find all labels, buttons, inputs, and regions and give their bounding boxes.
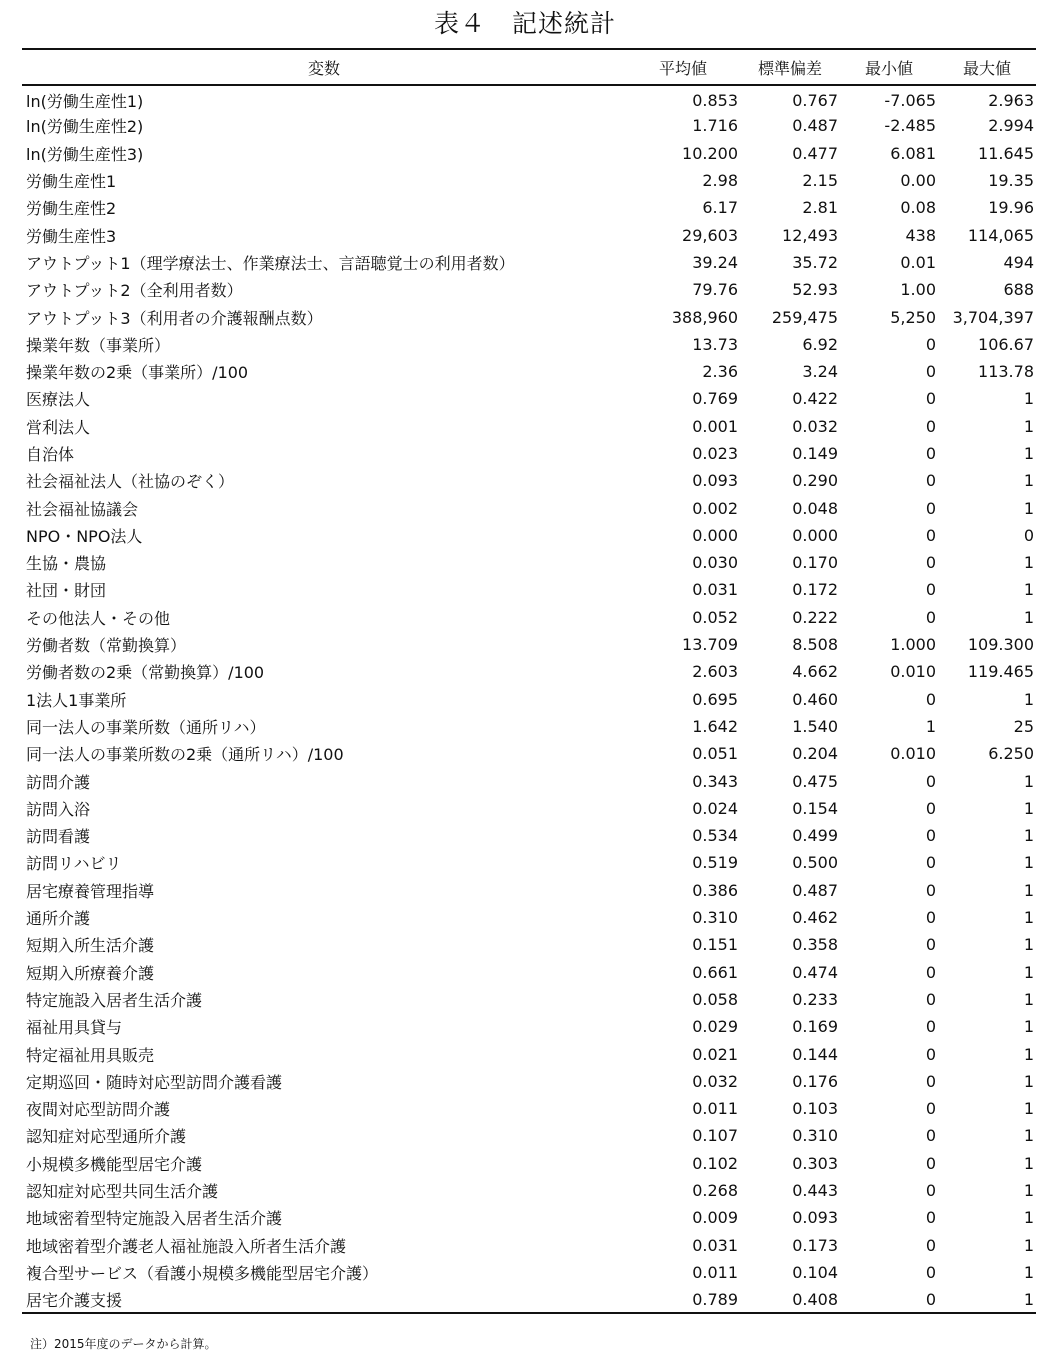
sd-cell: 3.24 (802, 362, 838, 382)
min-cell: 0 (925, 1126, 936, 1146)
table-row (22, 221, 1036, 248)
variable-cell: 社団・財団 (26, 581, 107, 601)
min-cell: 0 (925, 416, 936, 436)
mean-cell: 0.052 (692, 607, 738, 627)
sd-cell: 2.81 (802, 198, 838, 218)
table-note: 注）2015年度のデータから計算。 (30, 1337, 217, 1351)
mean-cell: 0.534 (692, 826, 738, 846)
min-cell: 0 (925, 1071, 936, 1091)
max-cell: 1 (1023, 1208, 1034, 1228)
table-row (22, 1204, 1036, 1231)
max-cell: 1 (1023, 389, 1034, 409)
min-cell: -7.065 (884, 90, 936, 110)
min-cell: 0 (925, 771, 936, 791)
table-row (22, 1150, 1036, 1177)
table-row (22, 740, 1036, 767)
table-row (22, 140, 1036, 167)
max-cell: 688 (1003, 280, 1034, 300)
min-cell: 0 (925, 1017, 936, 1037)
max-cell: 114,065 (967, 225, 1034, 245)
variable-cell: ln(労働生産性2) (26, 117, 144, 137)
max-cell: 1 (1023, 498, 1034, 518)
table-row (22, 877, 1036, 904)
sd-cell: 0.475 (792, 771, 838, 791)
variable-cell: 医療法人 (26, 390, 91, 410)
sd-cell: 0.408 (792, 1289, 838, 1309)
table-row (22, 931, 1036, 958)
mean-cell: 0.021 (692, 1044, 738, 1064)
table-header (22, 49, 1036, 85)
mean-cell: 0.661 (692, 962, 738, 982)
table-row (22, 358, 1036, 385)
table-row (22, 85, 1036, 112)
mean-cell: 0.029 (692, 1017, 738, 1037)
table-row (22, 1231, 1036, 1258)
min-cell: 0 (925, 389, 936, 409)
mean-cell: 0.093 (692, 471, 738, 491)
table-row (22, 440, 1036, 467)
variable-cell: 認知症対応型共同生活介護 (26, 1182, 219, 1202)
table-row (22, 194, 1036, 221)
sd-cell: 12,493 (782, 225, 838, 245)
sd-cell: 0.460 (792, 689, 838, 709)
table-row (22, 385, 1036, 412)
mean-cell: 0.343 (692, 771, 738, 791)
table-row (22, 1259, 1036, 1286)
mean-cell: 0.789 (692, 1289, 738, 1309)
min-cell: 0 (925, 1099, 936, 1119)
max-cell: 1 (1023, 908, 1034, 928)
table-row (22, 467, 1036, 494)
variable-cell: 労働生産性2 (26, 199, 117, 219)
mean-cell: 79.76 (692, 280, 738, 300)
variable-cell: 居宅介護支援 (26, 1290, 123, 1310)
table-row (22, 1040, 1036, 1067)
min-cell: 0.010 (890, 662, 936, 682)
mean-cell: 1.716 (692, 116, 738, 136)
table-row (22, 494, 1036, 521)
table-row (22, 112, 1036, 139)
sd-cell: 0.000 (792, 525, 838, 545)
table-row (22, 249, 1036, 276)
variable-cell: 居宅療養管理指導 (26, 881, 155, 901)
max-cell: 6.250 (988, 744, 1034, 764)
sd-cell: 0.169 (792, 1017, 838, 1037)
sd-cell: 0.487 (792, 880, 838, 900)
mean-cell: 0.001 (692, 416, 738, 436)
variable-cell: その他法人・その他 (26, 608, 171, 628)
table-row (22, 1122, 1036, 1149)
min-cell: 0 (925, 962, 936, 982)
min-cell: 0 (925, 908, 936, 928)
mean-cell: 0.031 (692, 1235, 738, 1255)
min-cell: 0 (925, 607, 936, 627)
variable-cell: 訪問入浴 (26, 799, 91, 819)
table-row (22, 849, 1036, 876)
sd-cell: 0.487 (792, 116, 838, 136)
sd-cell: 0.310 (792, 1126, 838, 1146)
max-cell: 1 (1023, 1099, 1034, 1119)
sd-cell: 4.662 (792, 662, 838, 682)
sd-cell: 0.474 (792, 962, 838, 982)
table-row (22, 658, 1036, 685)
min-cell: 0 (925, 1289, 936, 1309)
variable-cell: ln(労働生産性1) (26, 91, 144, 111)
variable-cell: アウトプット1（理学療法士、作業療法士、言語聴覚士の利用者数） (26, 253, 515, 273)
min-cell: 0 (925, 880, 936, 900)
sd-cell: 0.154 (792, 798, 838, 818)
sd-cell: 0.032 (792, 416, 838, 436)
sd-cell: 0.149 (792, 444, 838, 463)
mean-cell: 29,603 (682, 225, 738, 245)
variable-cell: 小規模多機能型居宅介護 (26, 1154, 203, 1174)
table-number: 表４ (433, 9, 486, 38)
sd-cell: 0.176 (792, 1071, 838, 1091)
min-cell: 0 (925, 498, 936, 518)
max-cell: 1 (1023, 853, 1034, 873)
max-cell: 1 (1023, 444, 1034, 463)
sd-cell: 0.222 (792, 607, 838, 627)
variable-cell: 操業年数の2乗（事業所）/100 (26, 363, 249, 383)
variable-cell: 同一法人の事業所数の2乗（通所リハ）/100 (26, 745, 344, 765)
sd-cell: 0.103 (792, 1099, 838, 1119)
min-cell: 1.000 (890, 635, 936, 655)
mean-cell: 0.769 (692, 389, 738, 409)
min-cell: 0 (925, 798, 936, 818)
sd-cell: 0.290 (792, 471, 838, 491)
min-cell: 0 (925, 1153, 936, 1173)
max-cell: 1 (1023, 1289, 1034, 1309)
variable-cell: 短期入所生活介護 (26, 936, 155, 956)
sd-cell: 6.92 (802, 334, 838, 354)
max-cell: 1 (1023, 471, 1034, 491)
header-variable: 変数 (307, 58, 340, 78)
max-cell: 11.645 (978, 143, 1034, 163)
mean-cell: 0.386 (692, 880, 738, 900)
max-cell: 113.78 (978, 362, 1034, 382)
header-mean: 平均値 (658, 58, 707, 78)
max-cell: 2.994 (988, 116, 1034, 136)
sd-cell: 2.15 (802, 171, 838, 191)
table-row (22, 576, 1036, 603)
max-cell: 1 (1023, 1181, 1034, 1201)
min-cell: 0 (925, 580, 936, 600)
variable-cell: 訪問リハビリ (26, 854, 122, 874)
header-max: 最大値 (962, 58, 1011, 78)
table-row (22, 1095, 1036, 1122)
max-cell: 3,704,397 (952, 307, 1034, 327)
min-cell: 438 (905, 225, 936, 245)
max-cell: 1 (1023, 580, 1034, 600)
variable-cell: アウトプット2（全利用者数） (26, 281, 243, 301)
min-cell: 5,250 (890, 307, 936, 327)
max-cell: 19.96 (988, 198, 1034, 218)
min-cell: 0 (925, 553, 936, 573)
sd-cell: 0.104 (792, 1262, 838, 1282)
max-cell: 1 (1023, 1235, 1034, 1255)
table-body (22, 85, 1036, 1313)
header-sd: 標準偏差 (757, 58, 822, 78)
header-min: 最小値 (864, 58, 913, 78)
variable-cell: 生協・農協 (26, 554, 107, 574)
table-row (22, 331, 1036, 358)
variable-cell: 特定福祉用具販売 (26, 1045, 155, 1065)
sd-cell: 0.422 (792, 389, 838, 409)
variable-cell: 労働者数（常勤換算） (26, 636, 187, 656)
variable-cell: 定期巡回・随時対応型訪問介護看護 (26, 1072, 283, 1092)
mean-cell: 0.032 (692, 1071, 738, 1091)
max-cell: 1 (1023, 416, 1034, 436)
max-cell: 1 (1023, 607, 1034, 627)
max-cell: 0 (1023, 525, 1034, 545)
max-cell: 1 (1023, 935, 1034, 955)
max-cell: 1 (1023, 771, 1034, 791)
mean-cell: 10.200 (682, 143, 738, 163)
table-row (22, 822, 1036, 849)
max-cell: 1 (1023, 1153, 1034, 1173)
sd-cell: 0.500 (792, 853, 838, 873)
table-row (22, 631, 1036, 658)
max-cell: 1 (1023, 1262, 1034, 1282)
sd-cell: 0.144 (792, 1044, 838, 1064)
sd-cell: 0.767 (792, 90, 838, 110)
sd-cell: 0.477 (792, 143, 838, 163)
min-cell: 0.010 (890, 744, 936, 764)
max-cell: 1 (1023, 1017, 1034, 1037)
variable-cell: 同一法人の事業所数（通所リハ） (26, 717, 266, 737)
mean-cell: 0.011 (692, 1099, 738, 1119)
mean-cell: 0.853 (692, 90, 738, 110)
max-cell: 2.963 (988, 90, 1034, 110)
descriptive-statistics-table (22, 48, 1036, 1314)
table-row (22, 795, 1036, 822)
max-cell: 1 (1023, 798, 1034, 818)
mean-cell: 0.102 (692, 1153, 738, 1173)
table-row (22, 167, 1036, 194)
sd-cell: 0.048 (792, 498, 838, 518)
max-cell: 1 (1023, 962, 1034, 982)
min-cell: 0 (925, 989, 936, 1009)
min-cell: 1 (925, 716, 936, 736)
max-cell: 1 (1023, 689, 1034, 709)
min-cell: 1.00 (900, 280, 936, 300)
sd-cell: 259,475 (771, 307, 838, 327)
table-row (22, 549, 1036, 576)
min-cell: 0.00 (900, 171, 936, 191)
mean-cell: 39.24 (692, 252, 738, 272)
sd-cell: 0.358 (792, 935, 838, 955)
max-cell: 106.67 (978, 334, 1034, 354)
variable-cell: 訪問看護 (26, 827, 91, 847)
min-cell: 0.08 (900, 198, 936, 218)
mean-cell: 2.36 (702, 362, 738, 382)
variable-cell: 地域密着型特定施設入居者生活介護 (26, 1209, 283, 1229)
min-cell: 0 (925, 689, 936, 709)
sd-cell: 1.540 (792, 716, 838, 736)
mean-cell: 2.98 (702, 171, 738, 191)
max-cell: 1 (1023, 1071, 1034, 1091)
sd-cell: 8.508 (792, 635, 838, 655)
table-row (22, 1177, 1036, 1204)
mean-cell: 0.030 (692, 553, 738, 573)
sd-cell: 0.443 (792, 1181, 838, 1201)
mean-cell: 1.642 (692, 716, 738, 736)
mean-cell: 0.024 (692, 798, 738, 818)
table-row (22, 604, 1036, 631)
mean-cell: 388,960 (671, 307, 738, 327)
min-cell: 0 (925, 853, 936, 873)
variable-cell: 福祉用具貸与 (26, 1018, 123, 1038)
mean-cell: 0.268 (692, 1181, 738, 1201)
max-cell: 1 (1023, 880, 1034, 900)
min-cell: 0 (925, 1044, 936, 1064)
sd-cell: 52.93 (792, 280, 838, 300)
mean-cell: 0.519 (692, 853, 738, 873)
variable-cell: アウトプット3（利用者の介護報酬点数） (26, 308, 323, 328)
mean-cell: 0.023 (692, 444, 738, 463)
variable-cell: 通所介護 (26, 909, 91, 929)
max-cell: 1 (1023, 1044, 1034, 1064)
table-row (22, 522, 1036, 549)
min-cell: 0 (925, 826, 936, 846)
variable-cell: 認知症対応型通所介護 (26, 1127, 187, 1147)
sd-cell: 35.72 (792, 252, 838, 272)
max-cell: 494 (1003, 252, 1034, 272)
sd-cell: 0.499 (792, 826, 838, 846)
max-cell: 1 (1023, 553, 1034, 573)
min-cell: 0 (925, 935, 936, 955)
min-cell: 6.081 (890, 143, 936, 163)
mean-cell: 0.310 (692, 908, 738, 928)
mean-cell: 0.107 (692, 1126, 738, 1146)
max-cell: 19.35 (988, 171, 1034, 191)
table-row (22, 1013, 1036, 1040)
table-row (22, 959, 1036, 986)
variable-cell: 自治体 (26, 445, 75, 464)
min-cell: 0 (925, 1181, 936, 1201)
table-row (22, 904, 1036, 931)
mean-cell: 6.17 (702, 198, 738, 218)
table-row (22, 713, 1036, 740)
variable-cell: 複合型サービス（看護小規模多機能型居宅介護） (26, 1263, 379, 1283)
min-cell: 0 (925, 444, 936, 463)
sd-cell: 0.204 (792, 744, 838, 764)
mean-cell: 13.709 (682, 635, 738, 655)
variable-cell: 労働生産性3 (26, 226, 117, 246)
table-row (22, 1068, 1036, 1095)
mean-cell: 0.000 (692, 525, 738, 545)
mean-cell: 13.73 (692, 334, 738, 354)
variable-cell: 夜間対応型訪問介護 (26, 1100, 171, 1120)
mean-cell: 0.002 (692, 498, 738, 518)
min-cell: -2.485 (884, 116, 936, 136)
sd-cell: 0.173 (792, 1235, 838, 1255)
min-cell: 0 (925, 525, 936, 545)
table-row (22, 413, 1036, 440)
min-cell: 0 (925, 471, 936, 491)
sd-cell: 0.170 (792, 553, 838, 573)
sd-cell: 0.462 (792, 908, 838, 928)
variable-cell: 社会福祉協議会 (26, 499, 139, 519)
table-row (22, 686, 1036, 713)
header-row (22, 49, 1036, 85)
mean-cell: 0.031 (692, 580, 738, 600)
max-cell: 119.465 (967, 662, 1034, 682)
variable-cell: 営利法人 (26, 417, 91, 437)
min-cell: 0 (925, 334, 936, 354)
sd-cell: 0.303 (792, 1153, 838, 1173)
min-cell: 0 (925, 1235, 936, 1255)
table-row (22, 767, 1036, 794)
variable-cell: 社会福祉法人（社協のぞく） (26, 472, 235, 492)
mean-cell: 0.009 (692, 1208, 738, 1228)
table-row (22, 986, 1036, 1013)
sd-cell: 0.233 (792, 989, 838, 1009)
table-row (22, 1286, 1036, 1313)
sd-cell: 0.172 (792, 580, 838, 600)
variable-cell: 短期入所療養介護 (26, 963, 155, 983)
max-cell: 1 (1023, 1126, 1034, 1146)
variable-cell: 地域密着型介護老人福祉施設入所者生活介護 (26, 1236, 347, 1256)
mean-cell: 0.695 (692, 689, 738, 709)
max-cell: 1 (1023, 826, 1034, 846)
sd-cell: 0.093 (792, 1208, 838, 1228)
mean-cell: 0.011 (692, 1262, 738, 1282)
min-cell: 0.01 (900, 252, 936, 272)
max-cell: 109.300 (967, 635, 1034, 655)
table-title (0, 4, 1050, 40)
min-cell: 0 (925, 1262, 936, 1282)
variable-cell: ln(労働生産性3) (26, 144, 144, 164)
mean-cell: 0.051 (692, 744, 738, 764)
min-cell: 0 (925, 1208, 936, 1228)
variable-cell: 特定施設入居者生活介護 (26, 990, 203, 1010)
table-row (22, 303, 1036, 330)
variable-cell: 操業年数（事業所） (26, 335, 171, 355)
variable-cell: 訪問介護 (26, 772, 91, 792)
min-cell: 0 (925, 362, 936, 382)
variable-cell: 1法人1事業所 (26, 690, 127, 710)
variable-cell: 労働者数の2乗（常勤換算）/100 (26, 663, 265, 683)
mean-cell: 0.151 (692, 935, 738, 955)
variable-cell: 労働生産性1 (26, 172, 117, 192)
mean-cell: 0.058 (692, 989, 738, 1009)
max-cell: 25 (1013, 716, 1034, 736)
max-cell: 1 (1023, 989, 1034, 1009)
mean-cell: 2.603 (692, 662, 738, 682)
variable-cell: NPO・NPO法人 (26, 526, 143, 546)
table-row (22, 276, 1036, 303)
table-title-text: 記述統計 (512, 9, 617, 38)
